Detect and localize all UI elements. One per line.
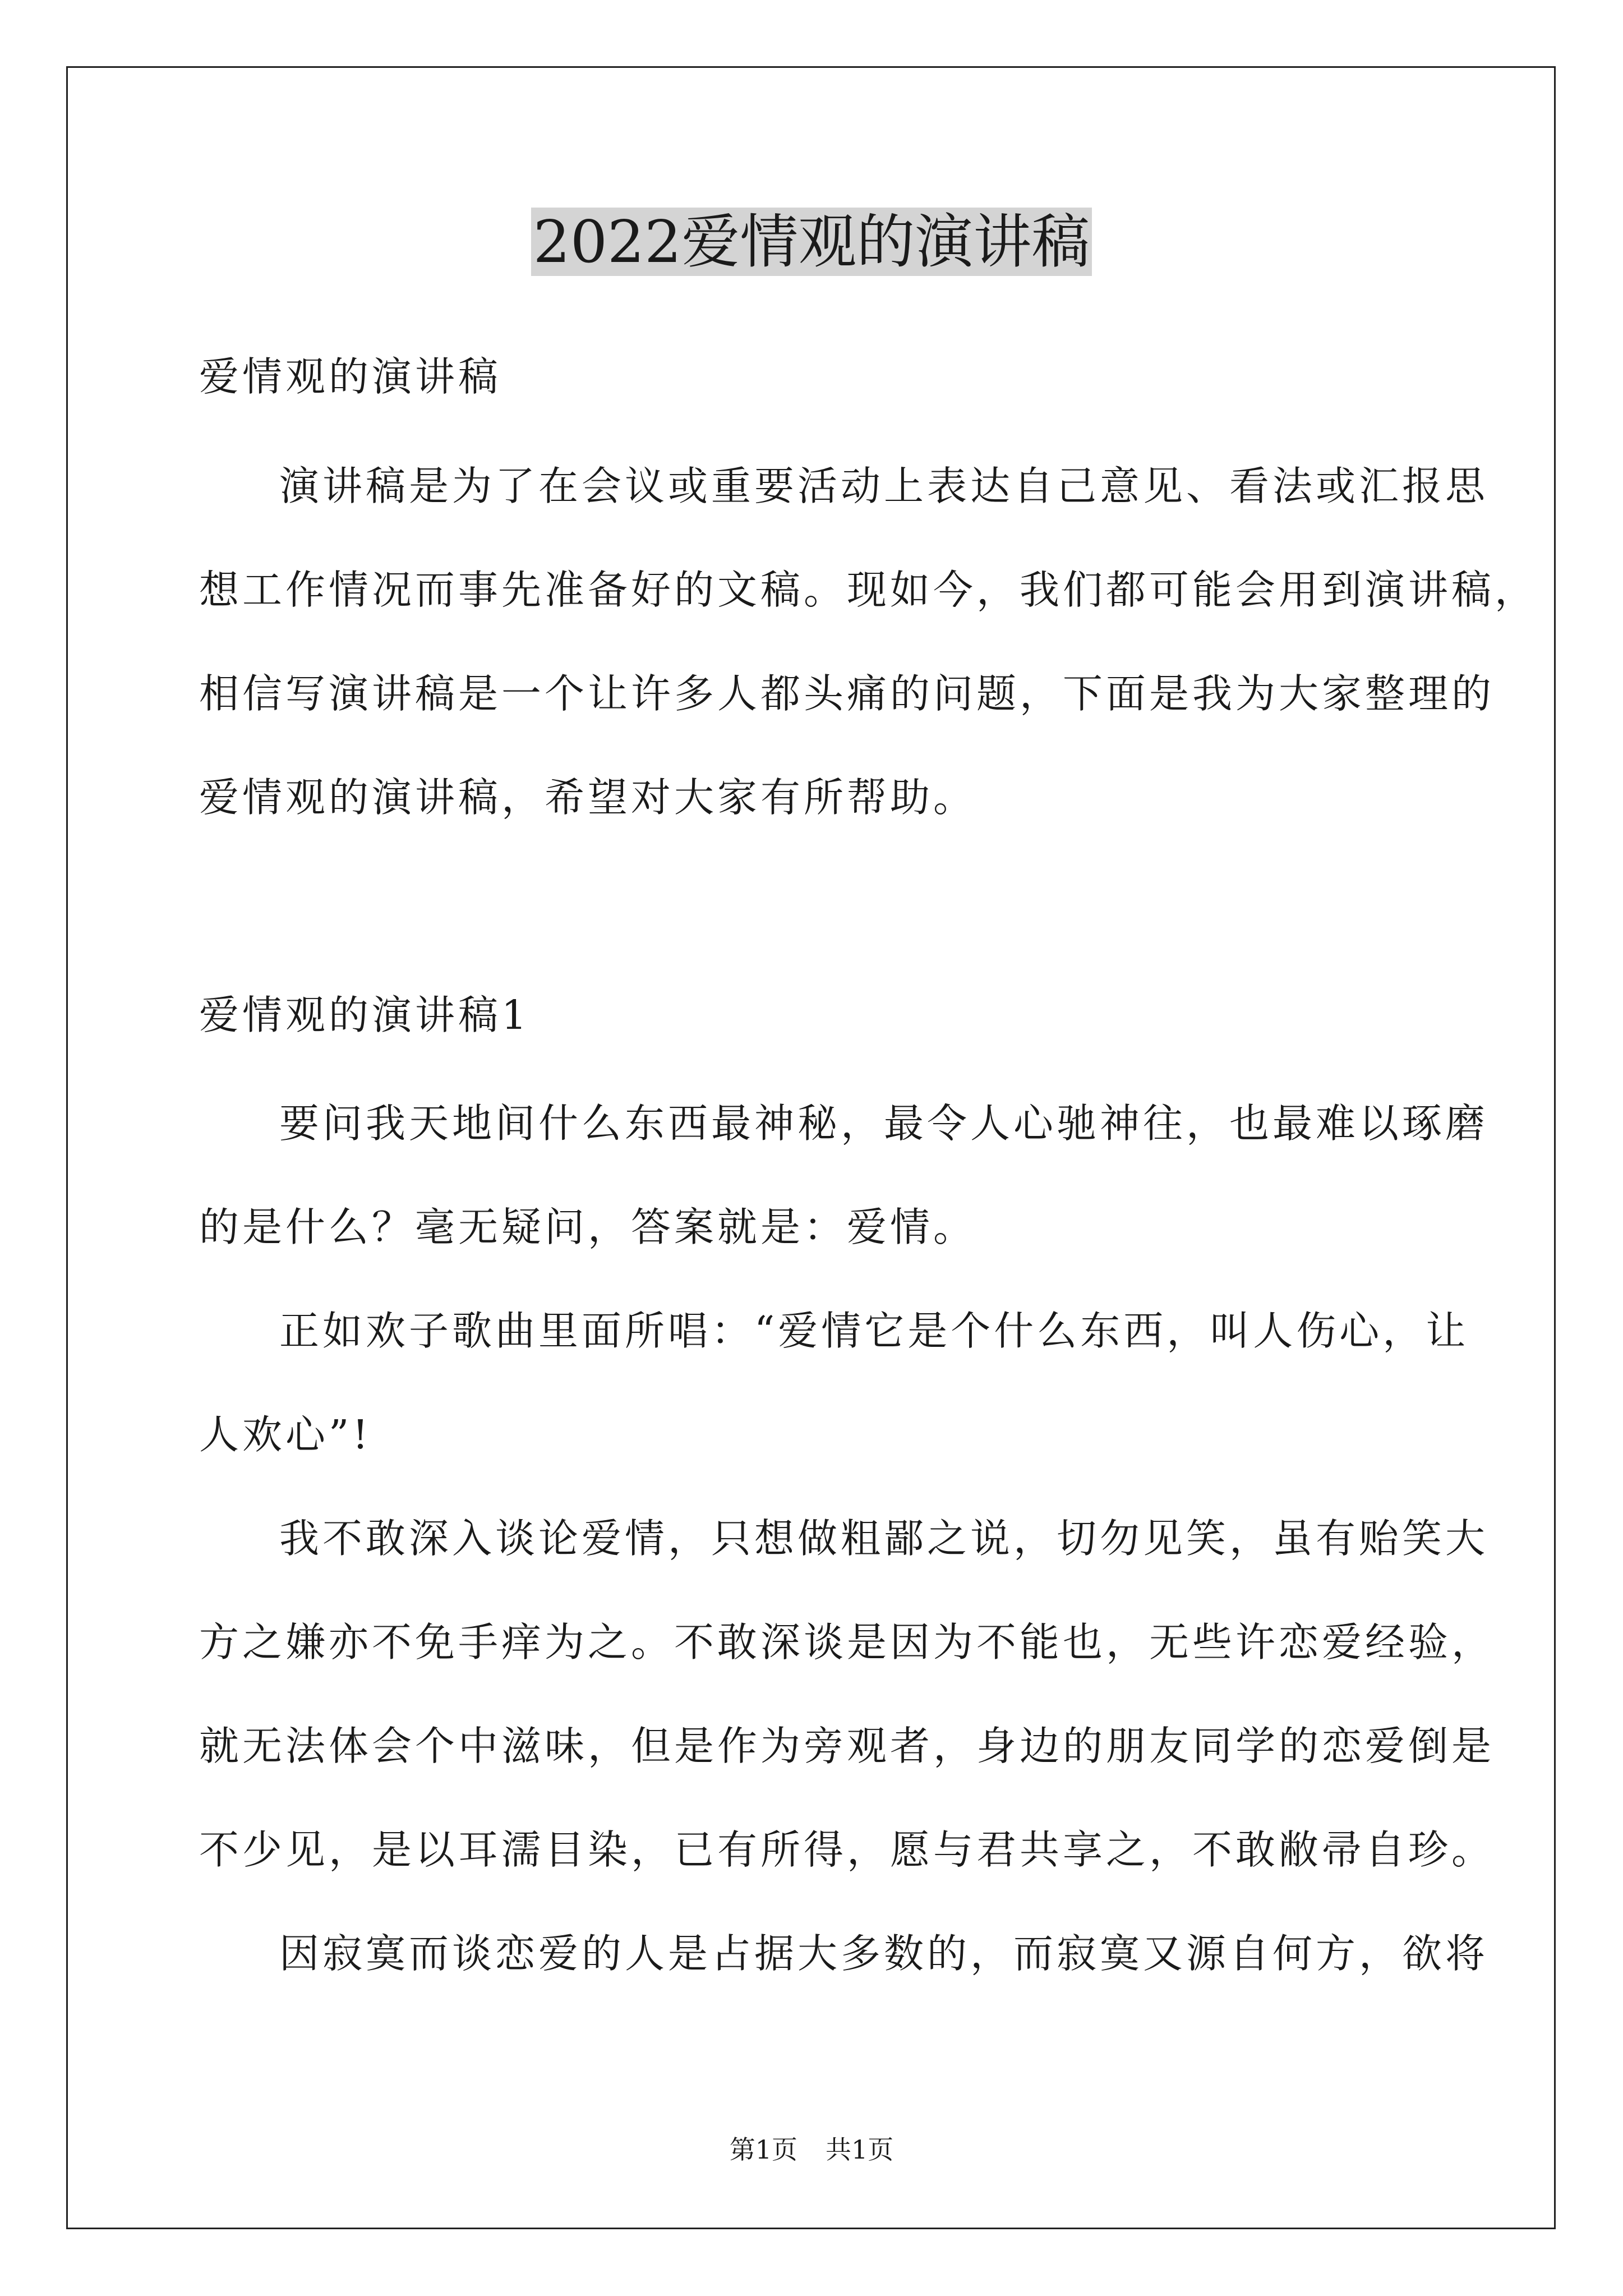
intro-line-4: 爱情观的演讲稿，希望对大家有所帮助。 — [199, 774, 977, 821]
para2-line-1: 正如欢子歌曲里面所唱：“爱情它是个什么东西，叫人伤心，让 — [279, 1308, 1469, 1354]
intro-line-1: 演讲稿是为了在会议或重要活动上表达自己意见、看法或汇报思 — [279, 463, 1489, 509]
para3-line-3: 就无法体会个中滋味，但是作为旁观者，身边的朋友同学的恋爱倒是 — [199, 1723, 1495, 1769]
page-number-total: 共1页 — [826, 2134, 894, 2165]
para3-line-1: 我不敢深入谈论爱情，只想做粗鄙之说，切勿见笑，虽有贻笑大 — [279, 1515, 1489, 1562]
para3-line-4: 不少见，是以耳濡目染，已有所得，愿与君共享之，不敢敝帚自珍。 — [199, 1826, 1495, 1873]
para3-line-2: 方之嫌亦不免手痒为之。不敢深谈是因为不能也，无些许恋爱经验， — [199, 1619, 1495, 1665]
para4-line-1: 因寂寞而谈恋爱的人是占据大多数的，而寂寞又源自何方，欲将 — [279, 1930, 1489, 1977]
para2-line-2: 人欢心”! — [199, 1411, 372, 1458]
para1-line-2: 的是什么？毫无疑问，答案就是：爱情。 — [199, 1204, 977, 1250]
document-title-text: 2022爱情观的演讲稿 — [531, 208, 1092, 276]
document-title — [0, 200, 1623, 284]
intro-line-2: 想工作情况而事先准备好的文稿。现如今，我们都可能会用到演讲稿， — [199, 567, 1538, 613]
section1-heading: 爱情观的演讲稿1 — [199, 992, 531, 1038]
document-subtitle: 爱情观的演讲稿 — [199, 353, 502, 400]
intro-line-3: 相信写演讲稿是一个让许多人都头痛的问题，下面是我为大家整理的 — [199, 670, 1495, 717]
page-number-current: 第1页 — [729, 2134, 797, 2165]
page-footer — [0, 2133, 1623, 2166]
para1-line-1: 要问我天地间什么东西最神秘，最令人心驰神往，也最难以琢磨 — [279, 1100, 1489, 1147]
